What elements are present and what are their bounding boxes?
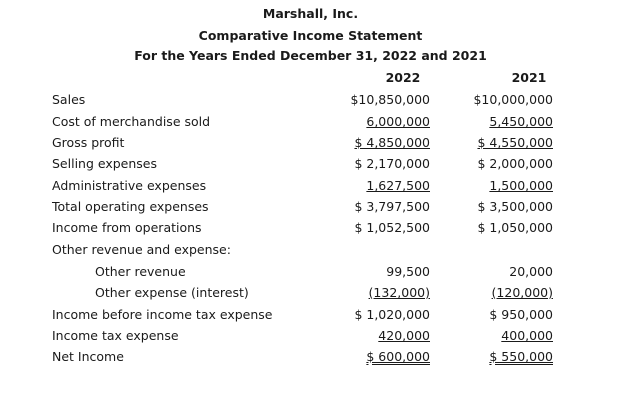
row-other-revenue-and-expense bbox=[0, 242, 621, 262]
value-2021: 20,000 bbox=[509, 264, 553, 279]
row-other-revenue bbox=[0, 264, 621, 284]
value-2021: (120,000) bbox=[491, 285, 553, 300]
statement-title: Comparative Income Statement bbox=[198, 28, 423, 43]
value-2021: 5,450,000 bbox=[489, 114, 553, 129]
row-selling-expenses bbox=[0, 156, 621, 176]
value-2021: $ 1,050,000 bbox=[477, 220, 553, 235]
row-label: Other revenue bbox=[95, 264, 186, 279]
row-income-before-income-tax-expense bbox=[0, 307, 621, 327]
value-2022: 6,000,000 bbox=[366, 114, 430, 129]
value-2021: $ 4,550,000 bbox=[477, 135, 553, 150]
value-2022: $ 3,797,500 bbox=[354, 199, 430, 214]
column-header-2021: 2021 bbox=[511, 70, 547, 85]
value-2021: 1,500,000 bbox=[489, 178, 553, 193]
row-total-operating-expenses bbox=[0, 199, 621, 219]
row-label: Other expense (interest) bbox=[95, 285, 249, 300]
value-2021: $ 950,000 bbox=[489, 307, 553, 322]
value-2022: (132,000) bbox=[368, 285, 430, 300]
value-2022: $ 600,000 bbox=[366, 349, 430, 364]
row-net-income bbox=[0, 349, 621, 369]
row-label: Cost of merchandise sold bbox=[52, 114, 211, 129]
column-header-2022: 2022 bbox=[385, 70, 421, 85]
row-income-from-operations bbox=[0, 220, 621, 240]
row-gross-profit bbox=[0, 135, 621, 155]
value-2022: $ 1,052,500 bbox=[354, 220, 430, 235]
row-administrative-expenses bbox=[0, 178, 621, 198]
row-label: Net Income bbox=[52, 349, 124, 364]
value-2021: $ 550,000 bbox=[489, 349, 553, 364]
row-label: Income tax expense bbox=[52, 328, 179, 343]
row-income-tax-expense bbox=[0, 328, 621, 348]
row-label: Selling expenses bbox=[52, 156, 158, 171]
row-label: Other revenue and expense: bbox=[52, 242, 231, 257]
value-2021: 400,000 bbox=[501, 328, 553, 343]
row-label: Income before income tax expense bbox=[52, 307, 273, 322]
row-label: Administrative expenses bbox=[52, 178, 207, 193]
statement-period: For the Years Ended December 31, 2022 and 2021 bbox=[134, 48, 487, 63]
value-2022: $ 1,020,000 bbox=[354, 307, 430, 322]
value-2022: $10,850,000 bbox=[350, 92, 430, 107]
row-label: Income from operations bbox=[52, 220, 202, 235]
value-2021: $ 3,500,000 bbox=[477, 199, 553, 214]
value-2022: 420,000 bbox=[378, 328, 430, 343]
company-name: Marshall, Inc. bbox=[262, 6, 359, 21]
row-label: Sales bbox=[52, 92, 86, 107]
row-other-expense-interest bbox=[0, 285, 621, 305]
row-cost-of-merchandise-sold bbox=[0, 114, 621, 134]
row-label: Gross profit bbox=[52, 135, 125, 150]
row-sales bbox=[0, 92, 621, 112]
value-2022: 99,500 bbox=[386, 264, 430, 279]
value-2022: $ 4,850,000 bbox=[354, 135, 430, 150]
row-label: Total operating expenses bbox=[52, 199, 209, 214]
value-2022: $ 2,170,000 bbox=[354, 156, 430, 171]
value-2021: $ 2,000,000 bbox=[477, 156, 553, 171]
value-2021: $10,000,000 bbox=[473, 92, 553, 107]
value-2022: 1,627,500 bbox=[366, 178, 430, 193]
